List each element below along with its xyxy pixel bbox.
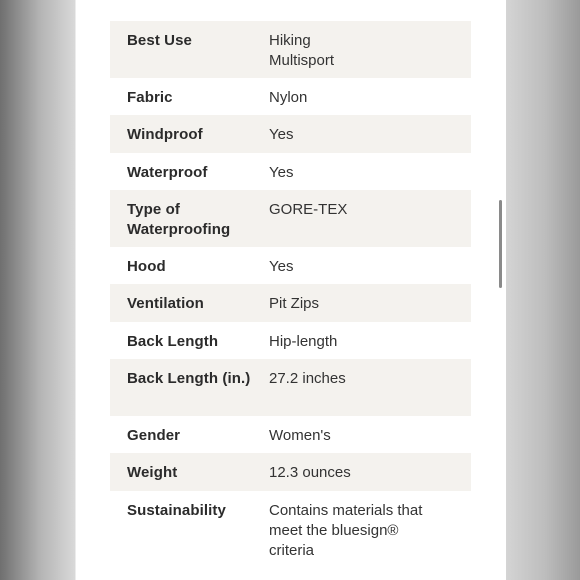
spec-value-line: Contains materials that — [269, 502, 423, 519]
spec-label: Hood — [127, 258, 166, 275]
spec-row-fabric — [110, 78, 471, 115]
spec-row-type-of-waterproofing — [110, 190, 471, 247]
spec-value — [269, 200, 471, 220]
spec-value-line: Yes — [269, 126, 294, 143]
scrollbar-thumb[interactable] — [499, 200, 502, 288]
spec-value — [269, 163, 471, 183]
spec-label: Type of Waterproofing — [127, 201, 231, 238]
spec-label: Back Length (in.) — [127, 370, 251, 387]
spec-value-line: Women's — [269, 427, 331, 444]
spec-row-ventilation — [110, 284, 471, 322]
spec-value-line: 12.3 ounces — [269, 464, 351, 481]
spec-label: Waterproof — [127, 164, 208, 181]
spec-label: Gender — [127, 427, 181, 444]
spec-value-line: GORE-TEX — [269, 201, 348, 218]
spec-value-line: Hip-length — [269, 333, 338, 350]
spec-label: Back Length — [127, 333, 219, 350]
spec-row-windproof — [110, 115, 471, 153]
spec-row-best-use — [110, 21, 471, 78]
spec-value — [269, 463, 471, 483]
spec-value-line: Nylon — [269, 89, 308, 106]
spec-row-gender — [110, 416, 471, 453]
spec-value — [269, 369, 471, 389]
spec-page — [76, 0, 506, 580]
spec-value — [269, 257, 471, 277]
spec-value — [269, 332, 471, 352]
spec-row-back-length-in — [110, 359, 471, 416]
spec-value-line: criteria — [269, 542, 315, 559]
spec-row-back-length — [110, 322, 471, 359]
spec-label: Best Use — [127, 32, 192, 49]
spec-value — [269, 125, 471, 145]
spec-row-weight — [110, 453, 471, 491]
spec-label: Windproof — [127, 126, 203, 143]
spec-label: Sustainability — [127, 502, 226, 519]
spec-row-waterproof — [110, 153, 471, 190]
spec-value-line: Yes — [269, 258, 294, 275]
spec-value — [269, 501, 471, 561]
spec-value-line: meet the bluesign® — [269, 522, 399, 539]
spec-label: Fabric — [127, 89, 173, 106]
spec-label: Weight — [127, 464, 178, 481]
spec-row-sustainability — [110, 491, 471, 565]
spec-row-hood — [110, 247, 471, 284]
spec-value — [269, 294, 471, 314]
spec-value-line: Yes — [269, 164, 294, 181]
spec-value — [269, 88, 471, 108]
spec-value-line: Pit Zips — [269, 295, 320, 312]
spec-value-line: Multisport — [269, 52, 335, 69]
specs-table — [110, 21, 471, 565]
spec-value-line: Hiking — [269, 32, 311, 49]
spec-value — [269, 426, 471, 446]
spec-value-line: 27.2 inches — [269, 370, 346, 387]
spec-value — [269, 31, 471, 71]
spec-label: Ventilation — [127, 295, 204, 312]
